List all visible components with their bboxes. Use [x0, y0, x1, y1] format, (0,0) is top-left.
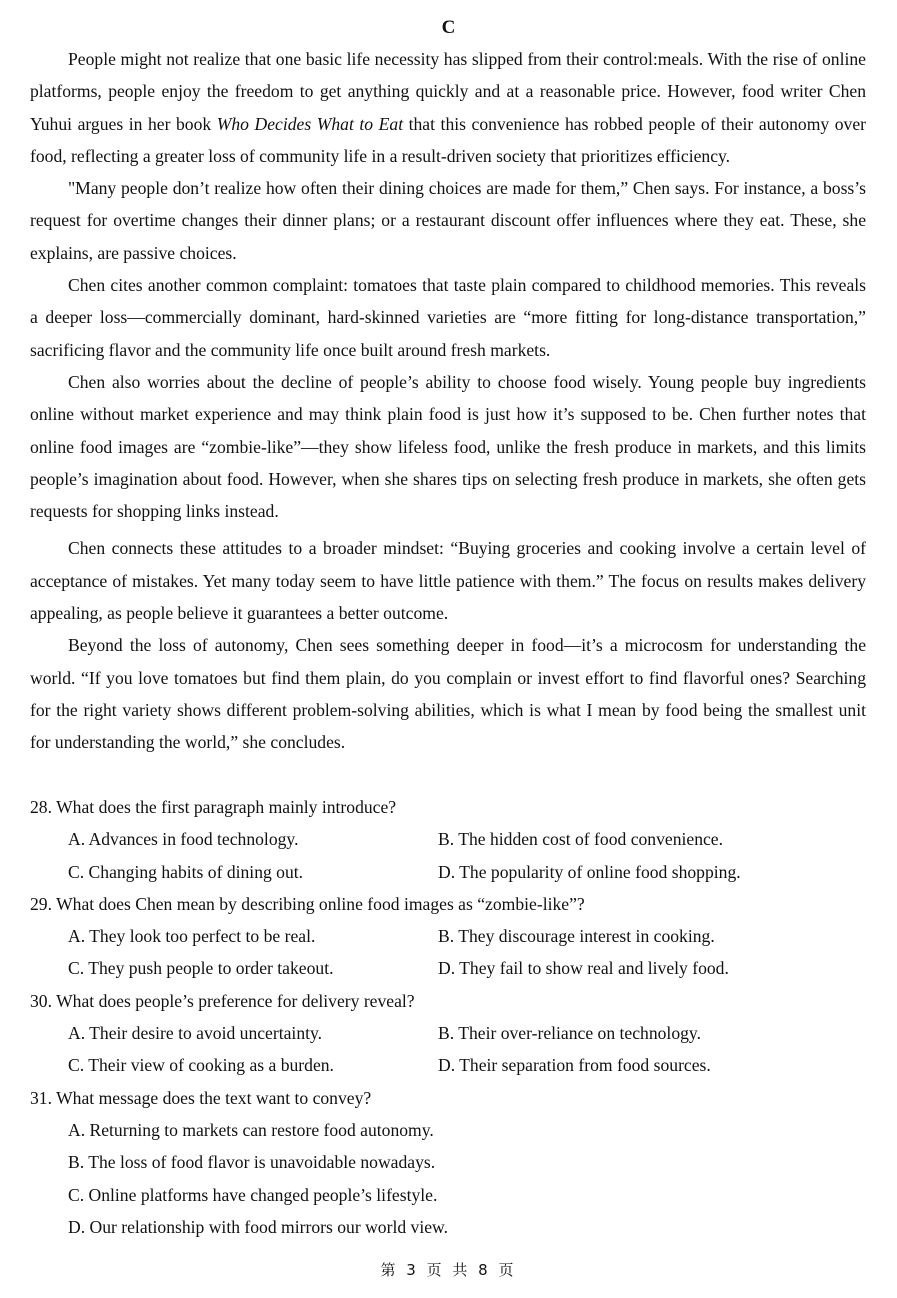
paragraph-1-text-start: People might not realize that one basic life necessity has slipped from their control:meals. With the rise of online platforms, people enjoy the freedom to get anything quickly and at a reasonable price. However, food writer Chen Yuhui argues in her book	[30, 49, 866, 134]
question-28	[30, 791, 866, 888]
option-grid	[30, 1017, 866, 1082]
option-a: A. Returning to markets can restore food autonomy.	[68, 1119, 434, 1140]
option-a: A. Their desire to avoid uncertainty.	[68, 1023, 323, 1044]
option-b: B. Their over-reliance on technology.	[438, 1023, 701, 1044]
option-c: C. Online platforms have changed people’s lifestyle.	[68, 1184, 438, 1205]
passage-paragraph-4: Chen also worries about the decline of people’s ability to choose food wisely. Young people buy ingredients online without market experience and may think plain food is just how it’s supposed to be. Chen further notes that online food images are “zombie-like”—they show lifeless food, unlike the fresh produce in markets, and this limits people’s imagination about food. However, when she shares tips on selecting fresh produce in markets, she often gets requests for shopping links instead.	[30, 371, 866, 522]
question-29	[30, 888, 866, 985]
option-grid	[30, 823, 866, 888]
option-a: A. They look too perfect to be real.	[68, 926, 316, 947]
section-title: C	[441, 17, 456, 38]
option-d: D. The popularity of online food shopping.	[438, 861, 741, 882]
passage-paragraph-2: "Many people don’t realize how often their dining choices are made for them,” Chen says. For instance, a boss’s request for overtime changes their dinner plans; or a restaurant discount offer influences where they eat. These, she explains, are passive choices.	[30, 178, 866, 263]
passage-paragraph-6: Beyond the loss of autonomy, Chen sees something deeper in food—it’s a microcosm for understanding the world. “If you love tomatoes but find them plain, do you complain or invest effort to find flavorful ones? Searching for the right variety shows different problem-solving abilities, which is what I mean by food being the smallest unit for understanding the world,” she concludes.	[30, 635, 866, 753]
paragraph-1-text-end: that this convenience has robbed people of their autonomy over food, reflecting a greater loss of community life in a result-driven society that prioritizes efficiency.	[30, 113, 866, 166]
question-list	[30, 791, 866, 1243]
option-d: D. Their separation from food sources.	[438, 1055, 711, 1076]
option-a: A. Advances in food technology.	[68, 829, 299, 850]
option-b: B. The loss of food flavor is unavoidable nowadays.	[68, 1152, 436, 1173]
question-30	[30, 985, 866, 1082]
question-stem: 29. What does Chen mean by describing online food images as “zombie-like”?	[30, 893, 585, 914]
passage-paragraph-1	[30, 43, 866, 172]
option-d: D. Our relationship with food mirrors our world view.	[68, 1216, 448, 1237]
option-c: C. They push people to order takeout.	[68, 958, 334, 979]
question-31	[30, 1082, 866, 1243]
question-stem: 28. What does the first paragraph mainly introduce?	[30, 797, 397, 817]
question-stem: 31. What message does the text want to convey?	[30, 1087, 372, 1108]
book-title: Who Decides What to Eat	[216, 113, 404, 134]
option-c: C. Changing habits of dining out.	[68, 861, 304, 882]
option-d: D. They fail to show real and lively food.	[438, 958, 729, 979]
option-b: B. The hidden cost of food convenience.	[438, 829, 724, 850]
passage-paragraph-3: Chen cites another common complaint: tomatoes that taste plain compared to childhood memories. This reveals a deeper loss—commercially dominant, hard-skinned varieties are “more fitting for long-distance transportation,” sacrificing flavor and the community life once built around fresh markets.	[30, 275, 866, 360]
option-grid	[30, 920, 866, 985]
page-number: 第 3 页 共 8 页	[380, 1261, 517, 1279]
option-c: C. Their view of cooking as a burden.	[68, 1055, 334, 1076]
question-stem: 30. What does people’s preference for delivery reveal?	[30, 990, 415, 1011]
passage-paragraph-5: Chen connects these attitudes to a broader mindset: “Buying groceries and cooking involve a certain level of acceptance of mistakes. Yet many today seem to have little patience with them.” The focus on results makes delivery appealing, as people believe it guarantees a better outcome.	[30, 538, 866, 624]
reading-passage	[30, 43, 866, 759]
option-b: B. They discourage interest in cooking.	[438, 926, 715, 947]
